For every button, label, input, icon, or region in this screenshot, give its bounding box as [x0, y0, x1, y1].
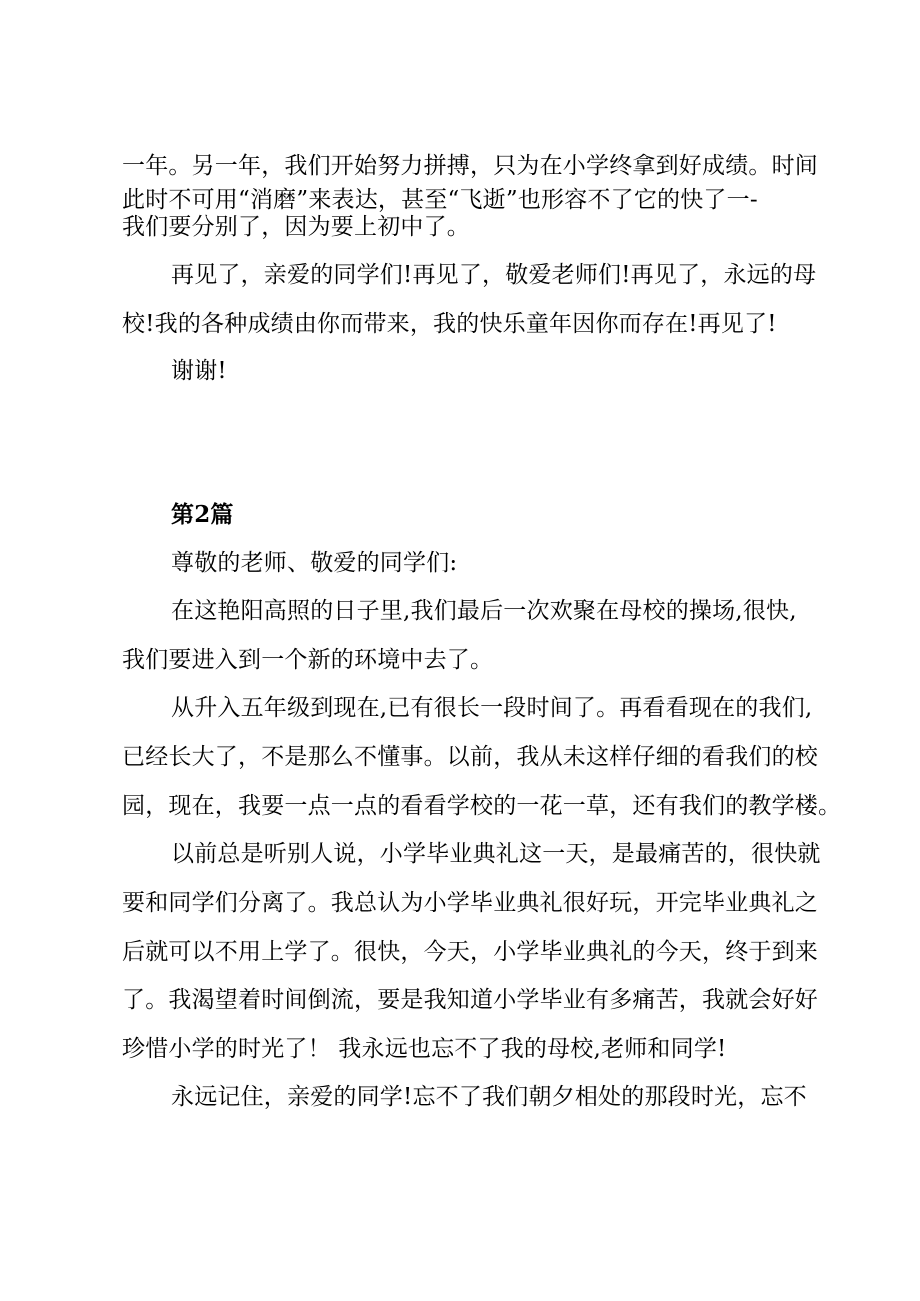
- paragraph-line: 校!我的各种成绩由你而带来，我的快乐童年因你而存在!再见了!: [122, 311, 777, 337]
- paragraph-line: 永远记住，亲爱的同学!忘不了我们朝夕相处的那段时光，忘不: [171, 1084, 807, 1110]
- paragraph-line: 我们要进入到一个新的环境中去了。: [122, 647, 494, 673]
- paragraph-line: 谢谢!: [171, 358, 227, 384]
- paragraph-line: 再见了，亲爱的同学们!再见了，敬爱老师们!再见了，永远的母: [171, 262, 817, 288]
- paragraph-line: 我们要分别了，因为要上初中了。: [122, 214, 470, 240]
- paragraph-line: 珍惜小学的时光了！ 我永远也忘不了我的母校,老师和同学!: [122, 1036, 727, 1062]
- greeting-line: 尊敬的老师、敬爱的同学们:: [171, 550, 458, 576]
- paragraph-line: 后就可以不用上学了。很快，今天，小学毕业典礼的今天，终于到来: [122, 939, 818, 965]
- paragraph-line: 要和同学们分离了。我总认为小学毕业典礼很好玩，开完毕业典礼之: [122, 890, 818, 916]
- paragraph-line: 以前总是听别人说，小学毕业典礼这一天，是最痛苦的，很快就: [171, 841, 821, 867]
- paragraph-line: 此时不可用“消磨”来表达，甚至“飞逝”也形容不了它的快了一-: [122, 187, 758, 213]
- paragraph-line: 在这艳阳高照的日子里,我们最后一次欢聚在母校的操场,很快,: [171, 598, 797, 624]
- paragraph-line: 一年。另一年，我们开始努力拼搏，只为在小学终拿到好成绩。时间: [122, 153, 818, 179]
- paragraph-line: 园，现在，我要一点一点的看看学校的一花一草，还有我们的教学楼。: [122, 793, 842, 819]
- paragraph-line: 了。我渴望着时间倒流，要是我知道小学毕业有多痛苦，我就会好好: [122, 987, 818, 1013]
- paragraph-line: 从升入五年级到现在,已有很长一段时间了。再看看现在的我们,: [171, 695, 813, 721]
- paragraph-line: 已经长大了，不是那么不懂事。以前，我从未这样仔细的看我们的校: [122, 744, 818, 770]
- section-heading: 第2篇: [171, 501, 234, 528]
